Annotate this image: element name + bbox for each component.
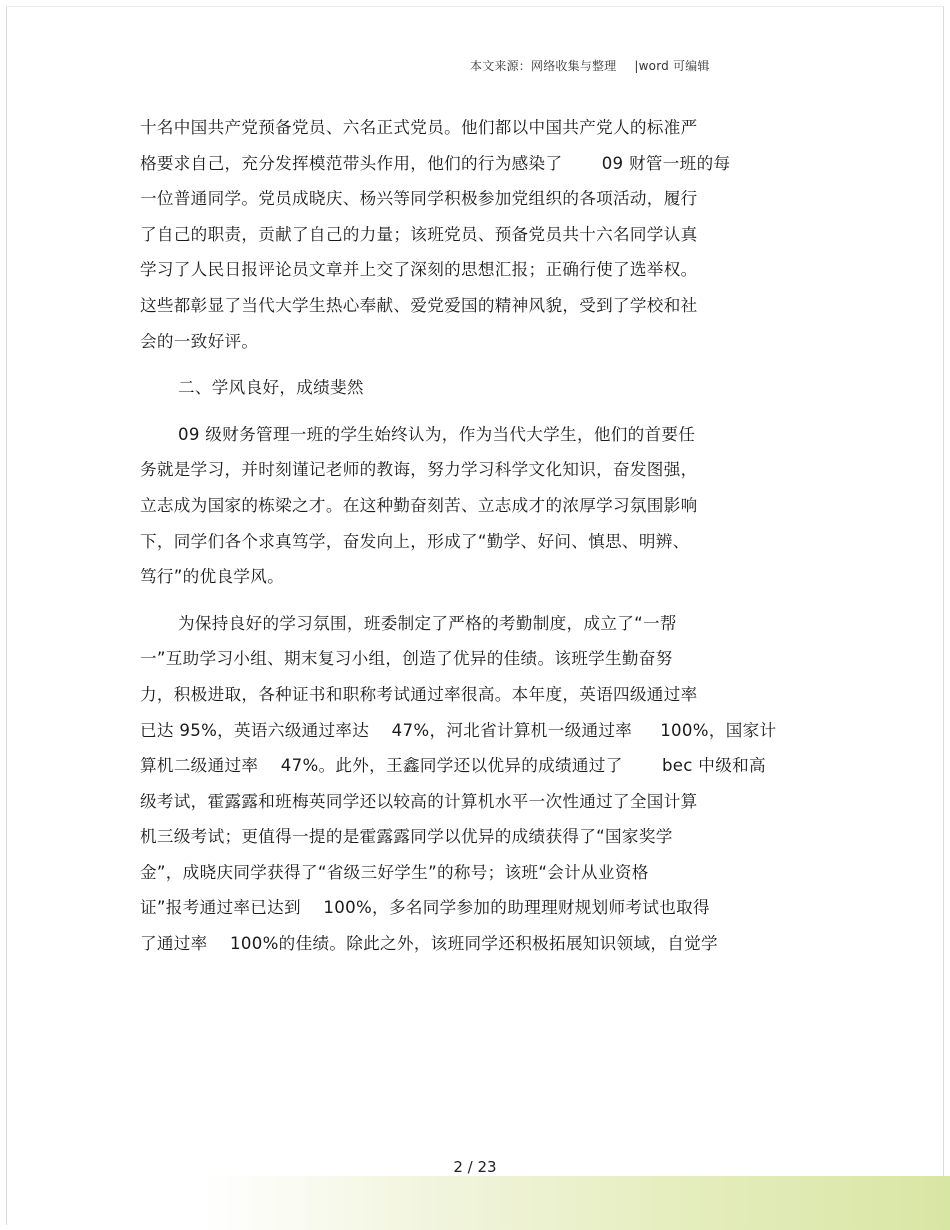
paragraph-party-members: [140, 110, 820, 359]
text-line: 09 级财务管理一班的学生始终认为，作为当代大学生，他们的首要任: [178, 424, 696, 444]
paragraph-achievements: [140, 606, 820, 962]
paragraph-gap: [140, 359, 820, 370]
page-number: 2 / 23: [453, 1158, 497, 1176]
text-line: 立志成为国家的栋梁之才。在这种勤奋刻苦、立志成才的浓厚学习氛围影响: [140, 495, 698, 515]
edit-label: |word 可编辑: [634, 59, 710, 73]
text-line: 十名中国共产党预备党员、六名正式党员。他们都以中国共产党人的标准严: [140, 118, 698, 137]
text-line: 已达 95%，英语六级通过率达 47%，河北省计算机一级通过率 100%，国家计: [140, 720, 777, 740]
text-line: 为保持良好的学习氛围，班委制定了严格的考勤制度，成立了“一帮: [178, 613, 677, 633]
text-line: 一”互助学习小组、期末复习小组，创造了优异的佳绩。该班学生勤奋努: [140, 649, 673, 669]
text-line: 级考试，霍露露和班梅英同学还以较高的计算机水平一次性通过了全国计算: [140, 791, 698, 811]
section-heading: [140, 370, 820, 406]
text-line: 算机二级通过率 47%。此外，王鑫同学还以优异的成绩通过了 bec 中级和高: [140, 756, 766, 776]
text-line: 下，同学们各个求真笃学，奋发向上，形成了“勤学、好问、慎思、明辨、: [140, 531, 690, 551]
text-line: 务就是学习，并时刻谨记老师的教诲，努力学习科学文化知识，奋发图强，: [140, 460, 698, 480]
text-line: 了自己的职责，贡献了自己的力量；该班党员、预备党员共十六名同学认真: [140, 224, 698, 244]
footer-decoration: [200, 1176, 950, 1230]
text-line: 这些都彰显了当代大学生热心奉献、爱党爱国的精神风貌，受到了学校和社: [140, 295, 698, 315]
text-line: 会的一致好评。: [140, 331, 259, 351]
paragraph-gap: [140, 406, 820, 417]
text-line: 力，积极进取，各种证书和职称考试通过率很高。本年度，英语四级通过率: [140, 684, 698, 704]
text-line: 笃行”的优良学风。: [140, 567, 285, 587]
section-heading-text: 二、学风良好，成绩斐然: [178, 378, 364, 398]
paragraph-study-style: [140, 417, 820, 595]
source-label: 本文来源：网络收集与整理: [470, 59, 617, 73]
text-line: 了通过率 100%的佳绩。除此之外，该班同学还积极拓展知识领域，自觉学: [140, 934, 718, 954]
paragraph-gap: [140, 595, 820, 606]
document-body: [140, 110, 820, 962]
text-line: 格要求自己，充分发挥模范带头作用，他们的行为感染了 09 财管一班的每: [140, 153, 731, 173]
text-line: 金”，成晓庆同学获得了“省级三好学生”的称号；该班“会计从业资格: [140, 862, 649, 882]
text-line: 学习了人民日报评论员文章并上交了深刻的思想汇报；正确行使了选举权。: [140, 260, 698, 280]
header-note: [470, 57, 710, 74]
text-line: 一位普通同学。党员成晓庆、杨兴等同学积极参加党组织的各项活动，履行: [140, 189, 698, 209]
text-line: 机三级考试；更值得一提的是霍露露同学以优异的成绩获得了“国家奖学: [140, 827, 673, 847]
text-line: 证”报考通过率已达到 100%，多名同学参加的助理理财规划师考试也取得: [140, 898, 710, 918]
